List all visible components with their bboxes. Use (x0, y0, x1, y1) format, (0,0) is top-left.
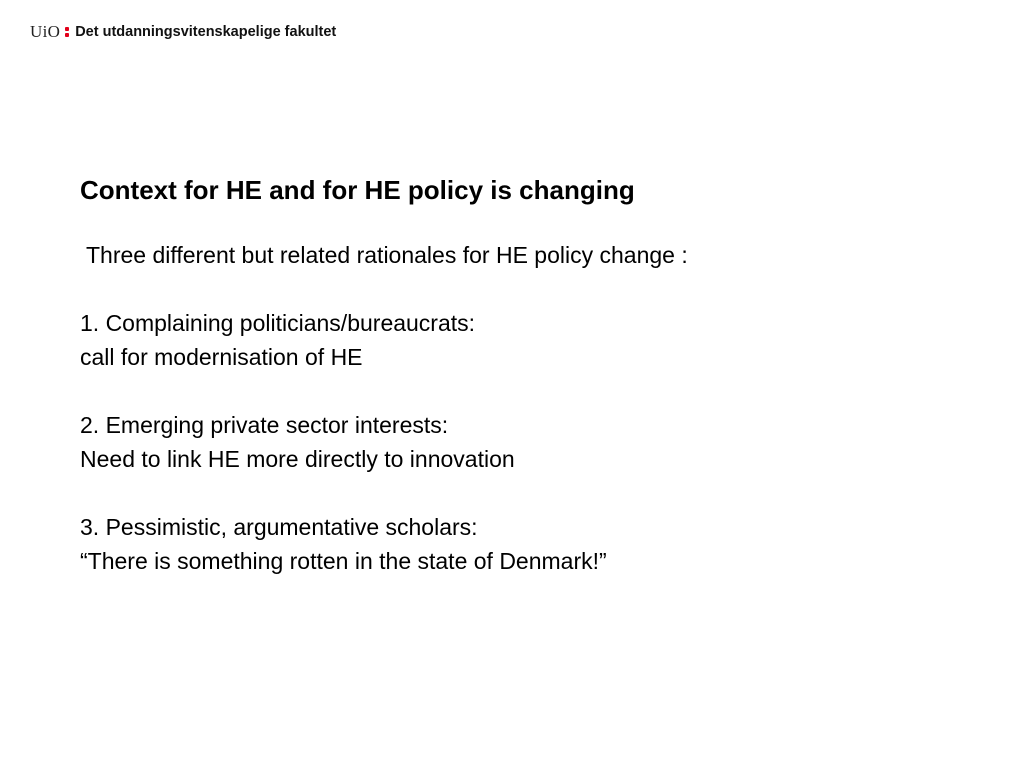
point-heading: 2. Emerging private sector interests: (80, 412, 449, 438)
header (30, 20, 336, 44)
point-2 (80, 408, 980, 476)
intro-text: Three different but related rationales for HE policy change : (80, 242, 688, 268)
point-heading: 1. Complaining politicians/bureaucrats: (80, 310, 476, 336)
slide-content (80, 172, 980, 578)
point-heading: 3. Pessimistic, argumentative scholars: (80, 514, 478, 540)
point-detail: Need to link HE more directly to innovation (80, 446, 515, 472)
slide-title: Context for HE and for HE policy is changing (80, 175, 635, 205)
logo-dot-top (65, 27, 69, 31)
point-3 (80, 510, 980, 578)
point-detail: “There is something rotten in the state of Denmark!” (80, 548, 607, 574)
uio-logo: UiO (30, 22, 61, 41)
faculty-name: Det utdanningsvitenskapelige fakultet (75, 24, 337, 40)
logo-dot-bottom (65, 33, 69, 37)
point-1 (80, 306, 980, 374)
logo-colon-icon (65, 25, 69, 39)
point-detail: call for modernisation of HE (80, 344, 363, 370)
